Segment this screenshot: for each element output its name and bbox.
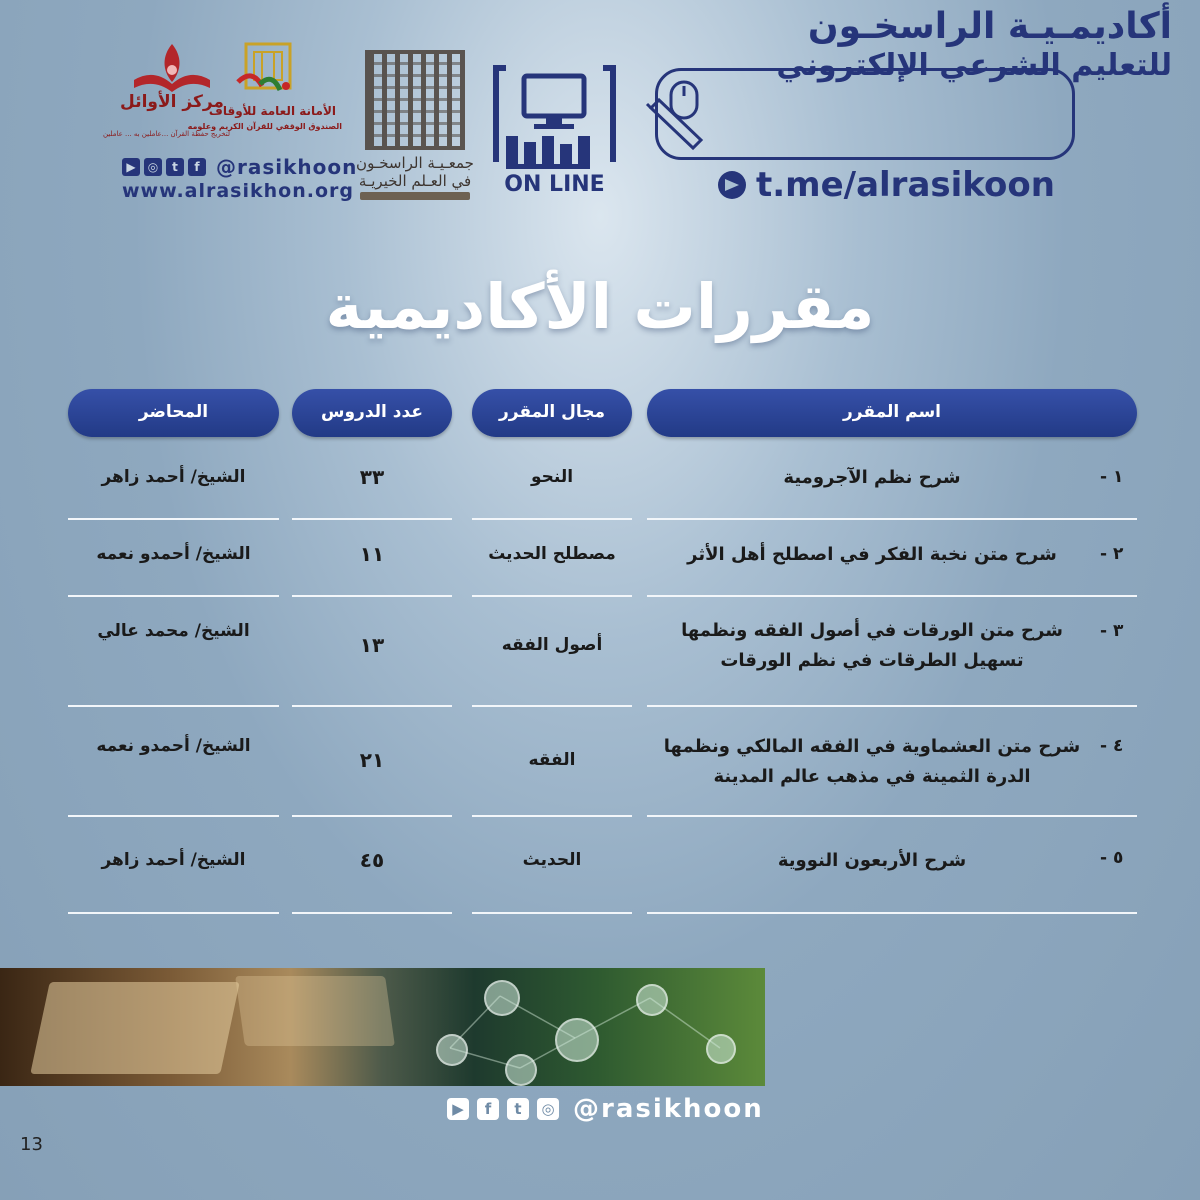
awqaf-logo (232, 42, 304, 102)
row-2-number: ٢ - (1100, 544, 1124, 564)
academy-title: أكاديمـيـة الراسخـون (807, 6, 1172, 47)
row-5-lesson-count: ٤٥ (359, 848, 385, 872)
row-1-divider (647, 518, 1137, 520)
row-3-divider (68, 705, 279, 707)
row-4-lecturer: الشيخ/ أحمدو نعمه (96, 736, 251, 756)
row-2-divider (68, 595, 279, 597)
awqaf-fund-name: الصندوق الوقفي للقرآن الكريم وعلومه (187, 122, 342, 131)
row-2-divider (472, 595, 632, 597)
footer-banner-image (0, 968, 765, 1086)
row-5-course-name-line: شرح الأربعون النووية (777, 850, 967, 871)
markaz-name: مركز الأوائل (120, 92, 224, 112)
row-2-course-name (647, 540, 1097, 570)
social-links-top (122, 155, 357, 179)
row-5-course-name (647, 846, 1097, 876)
row-1-lecturer: الشيخ/ أحمد زاهر (101, 467, 246, 487)
website-link[interactable]: www.alrasikhon.org (122, 180, 354, 202)
row-1-number: ١ - (1100, 467, 1124, 487)
row-4-course-name-line-1: شرح متن العشماوية في الفقه المالكي ونظمها (663, 736, 1081, 757)
telegram-handle: t.me/alrasikoon (756, 165, 1055, 205)
row-4-divider (647, 815, 1137, 817)
awqaf-name: الأمانة العامة للأوقاف (208, 104, 336, 118)
row-2-course-name-line: شرح متن نخبة الفكر في اصطلح أهل الأثر (687, 544, 1057, 565)
column-header-course-name: اسم المقرر (647, 389, 1137, 437)
row-1-divider (68, 518, 279, 520)
row-3-divider (472, 705, 632, 707)
row-1-divider (292, 518, 452, 520)
social-handle-footer[interactable]: @rasikhoon (573, 1094, 764, 1124)
online-label: ON LINE (504, 172, 605, 197)
row-3-course-name-line-2: تسهيل الطرقات في نظم الورقات (720, 650, 1024, 671)
association-kufic-logo (365, 50, 465, 150)
mouse-pen-icon (643, 78, 713, 156)
row-3-divider (292, 705, 452, 707)
row-3-lesson-count: ١٣ (359, 633, 385, 657)
academy-subtitle: للتعليم الشرعي الإلكتروني (776, 48, 1172, 83)
row-5-divider (292, 912, 452, 914)
social-handle[interactable]: @rasikhoon (216, 155, 358, 179)
social-links-bottom (447, 1094, 764, 1124)
row-3-field: أصول الفقه (501, 635, 603, 655)
row-1-course-name-line: شرح نظم الآجرومية (783, 467, 961, 488)
row-2-lesson-count: ١١ (359, 542, 385, 566)
row-4-course-name (647, 732, 1097, 792)
row-3-course-name-line-1: شرح متن الورقات في أصول الفقه ونظمها (681, 620, 1063, 641)
twitter-icon[interactable]: t (166, 158, 184, 176)
association-name-line2: في العـلم الخيريـة (358, 172, 472, 190)
facebook-icon[interactable]: f (477, 1098, 499, 1120)
twitter-icon[interactable]: t (507, 1098, 529, 1120)
row-1-divider (472, 518, 632, 520)
network-user-icon (484, 980, 520, 1016)
page-number: 13 (20, 1134, 43, 1155)
row-5-divider (647, 912, 1137, 914)
row-4-course-name-line-2: الدرة الثمينة في مذهب عالم المدينة (713, 766, 1031, 787)
row-5-divider (472, 912, 632, 914)
row-4-divider (292, 815, 452, 817)
network-user-icon (436, 1034, 468, 1066)
row-3-course-name (647, 616, 1097, 676)
row-2-lecturer: الشيخ/ أحمدو نعمه (96, 544, 251, 564)
row-2-divider (292, 595, 452, 597)
row-4-divider (68, 815, 279, 817)
row-3-number: ٣ - (1100, 621, 1124, 641)
row-2-divider (647, 595, 1137, 597)
facebook-icon[interactable]: f (188, 158, 206, 176)
row-4-divider (472, 815, 632, 817)
row-4-field: الفقه (528, 750, 576, 770)
row-4-number: ٤ - (1100, 736, 1124, 756)
network-user-icon (706, 1034, 736, 1064)
column-header-lesson-count: عدد الدروس (292, 389, 452, 437)
youtube-icon[interactable]: ▶ (122, 158, 140, 176)
markaz-tagline: لتخريج حفظة القرآن ...عاملين به ... عاملين (102, 130, 230, 138)
row-2-field: مصطلح الحديث (488, 544, 616, 564)
row-5-divider (68, 912, 279, 914)
instagram-icon[interactable]: ◎ (144, 158, 162, 176)
instagram-icon[interactable]: ◎ (537, 1098, 559, 1120)
telegram-icon (718, 171, 746, 199)
row-5-field: الحديث (522, 850, 582, 870)
row-4-lesson-count: ٢١ (359, 748, 385, 772)
association-plate (360, 192, 470, 200)
row-3-lecturer: الشيخ/ محمد عالي (97, 621, 250, 641)
column-header-lecturer: المحاضر (68, 389, 279, 437)
column-header-course-field: مجال المقرر (472, 389, 632, 437)
row-1-course-name (647, 463, 1097, 493)
association-name-line1: جمعـيـة الراسخـون (356, 154, 474, 172)
row-5-number: ٥ - (1100, 848, 1124, 868)
page-title: مقررات الأكاديمية (325, 270, 875, 343)
youtube-icon[interactable]: ▶ (447, 1098, 469, 1120)
network-user-icon (636, 984, 668, 1016)
network-user-icon (505, 1054, 537, 1086)
row-1-lesson-count: ٣٣ (359, 465, 385, 489)
network-user-icon (555, 1018, 599, 1062)
row-3-divider (647, 705, 1137, 707)
markaz-logo-emblem (122, 40, 222, 130)
row-5-lecturer: الشيخ/ أحمد زاهر (101, 850, 246, 870)
row-1-field: النحو (530, 467, 574, 487)
telegram-link[interactable] (718, 165, 1055, 205)
